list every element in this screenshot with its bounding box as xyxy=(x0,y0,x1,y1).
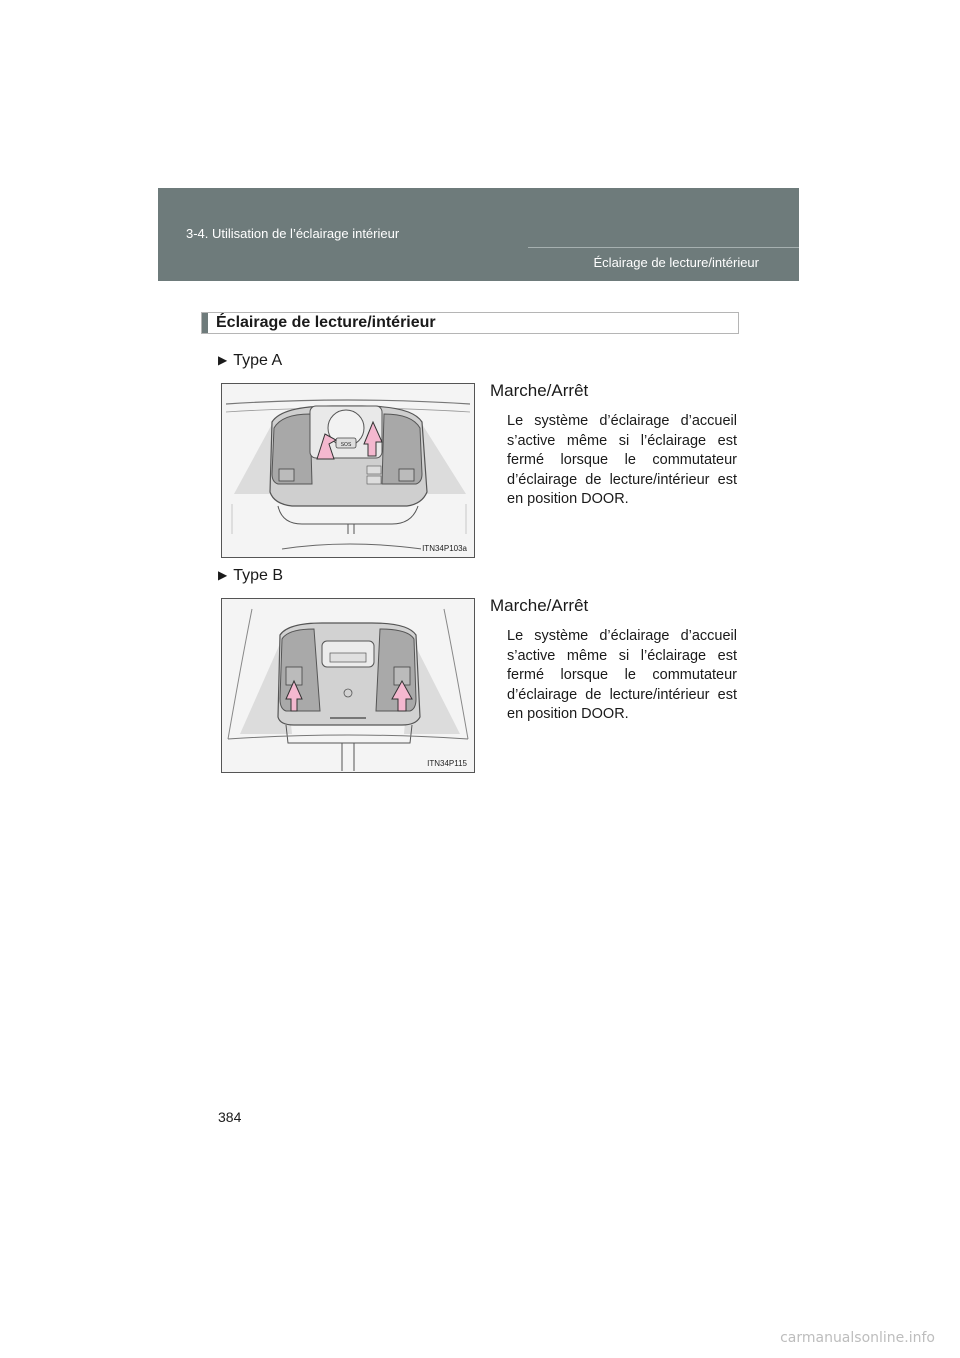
type-b-figure-code: ITN34P115 xyxy=(427,759,467,768)
section-heading-accent xyxy=(202,313,208,333)
type-a-description: Le système d’éclairage d’accueil s’active même si l’éclairage est fermé lorsque le commutateur d’éclairage de lecture/intérieur est en position DOOR. xyxy=(507,413,737,507)
type-b-description: Le système d’éclairage d’accueil s’active même si l’éclairage est fermé lorsque le commutateur d’éclairage de lecture/intérieur est en position DOOR. xyxy=(507,628,737,722)
section-heading-bar xyxy=(201,312,739,334)
type-b-subheading: Marche/Arrêt xyxy=(490,596,589,615)
header-divider xyxy=(528,247,799,248)
type-b-illustration xyxy=(222,599,474,772)
section-tab: Éclairage de lecture/intérieur xyxy=(593,255,759,270)
type-b-label-text: Type B xyxy=(233,567,284,584)
type-a-label-text: Type A xyxy=(233,352,283,369)
page-number: 384 xyxy=(218,1109,242,1125)
chapter-title: 3-4. Utilisation de l’éclairage intérieur xyxy=(186,226,400,241)
triangle-right-icon: ▶ xyxy=(218,353,228,367)
type-b-figure xyxy=(221,598,475,773)
section-title: Éclairage de lecture/intérieur xyxy=(216,314,436,331)
type-a-illustration xyxy=(222,384,474,557)
type-a-figure xyxy=(221,383,475,558)
type-a-figure-code: ITN34P103a xyxy=(422,544,467,553)
type-a-subheading: Marche/Arrêt xyxy=(490,381,589,400)
type-a-label xyxy=(218,352,282,370)
watermark: carmanualsonline.info xyxy=(780,1330,935,1346)
svg-text:SOS: SOS xyxy=(340,442,352,448)
type-b-label xyxy=(218,567,283,585)
triangle-right-icon: ▶ xyxy=(218,568,228,582)
